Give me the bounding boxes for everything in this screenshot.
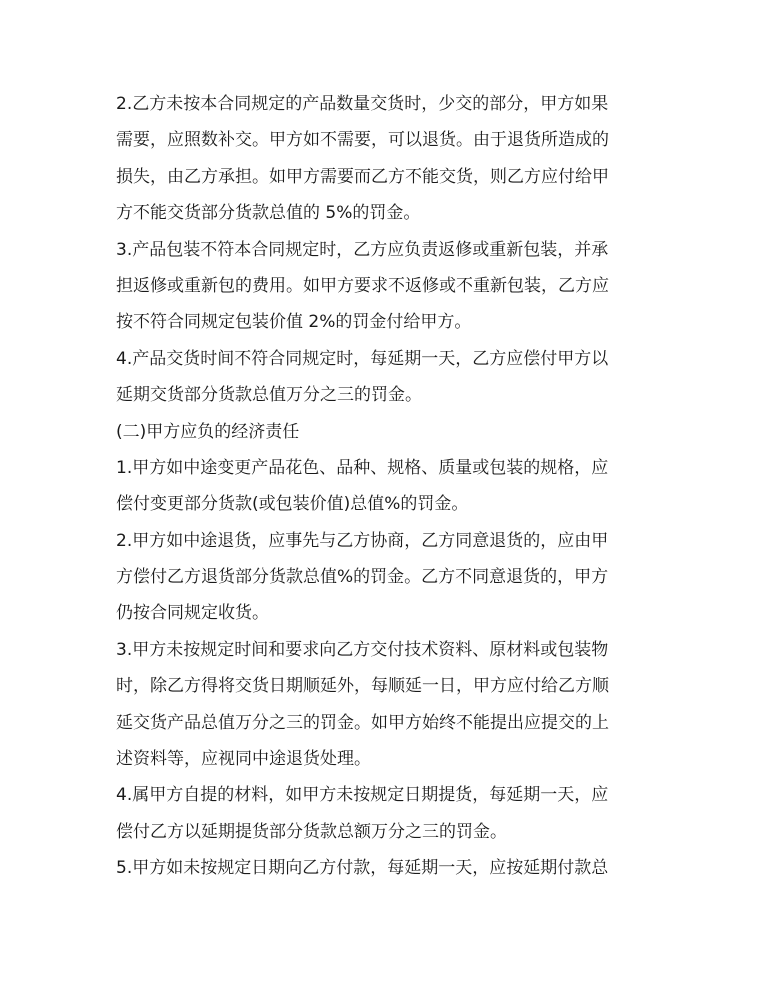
text-line: 损失，由乙方承担。如甲方需要而乙方不能交货，则乙方应付给甲 — [116, 166, 609, 187]
text-line: 时，除乙方得将交货日期顺延外，每顺延一日，甲方应付给乙方顺 — [116, 676, 609, 697]
text-line: 延交货产品总值万分之三的罚金。如甲方始终不能提出应提交的上 — [116, 712, 609, 733]
text-line: 仍按合同规定收货。 — [116, 603, 269, 624]
text-line: 4.属甲方自提的材料，如甲方未按规定日期提货，每延期一天，应 — [116, 785, 609, 806]
text-line: 偿付乙方以延期提货部分货款总额万分之三的罚金。 — [116, 821, 507, 842]
text-line: 4.产品交货时间不符合同规定时，每延期一天，乙方应偿付甲方以 — [116, 348, 609, 369]
text-line: 2.乙方未按本合同规定的产品数量交货时，少交的部分，甲方如果 — [116, 94, 609, 114]
text-line: 需要，应照数补交。甲方如不需要，可以退货。由于退货所造成的 — [116, 130, 609, 151]
text-line: 述资料等，应视同中途退货处理。 — [116, 749, 371, 770]
text-line: 偿付变更部分货款(或包装价值)总值%的罚金。 — [116, 494, 469, 515]
contract-text-block — [116, 86, 650, 887]
text-line: 方偿付乙方退货部分货款总值%的罚金。乙方不同意退货的，甲方 — [116, 567, 609, 588]
text-line: 5.甲方如未按规定日期向乙方付款，每延期一天，应按延期付款总 — [116, 858, 609, 879]
text-line: 3.产品包装不符本合同规定时，乙方应负责返修或重新包装，并承 — [116, 239, 609, 260]
text-line: 按不符合同规定包装价值 2%的罚金付给甲方。 — [116, 312, 472, 333]
section-heading: (二)甲方应负的经济责任 — [116, 421, 300, 442]
text-line: 3.甲方未按规定时间和要求向乙方交付技术资料、原材料或包装物 — [116, 639, 609, 660]
text-line: 延期交货部分货款总值万分之三的罚金。 — [116, 385, 422, 406]
text-line: 1.甲方如中途变更产品花色、品种、规格、质量或包装的规格，应 — [116, 457, 609, 478]
text-line: 担返修或重新包的费用。如甲方要求不返修或不重新包装，乙方应 — [116, 275, 609, 296]
text-line: 2.甲方如中途退货，应事先与乙方协商，乙方同意退货的，应由甲 — [116, 530, 609, 551]
text-line: 方不能交货部分货款总值的 5%的罚金。 — [116, 203, 421, 224]
